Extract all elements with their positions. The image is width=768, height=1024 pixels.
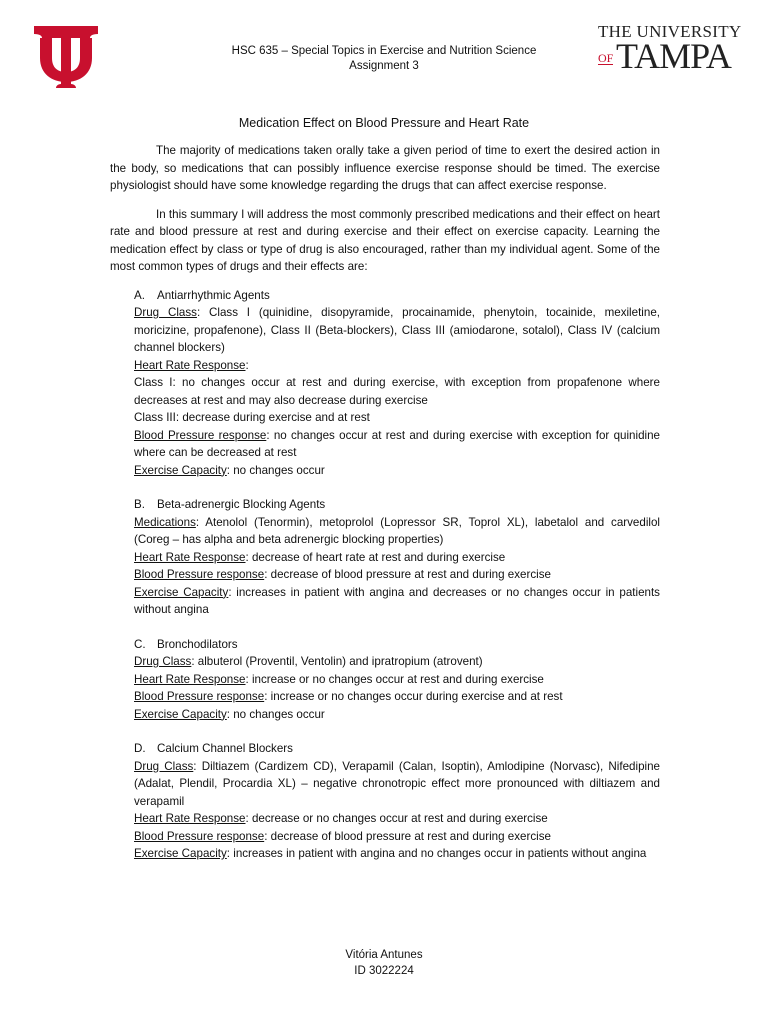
row-text: : Diltiazem (Cardizem CD), Verapamil (Calan, Isoptin), Amlodipine (Norvasc), Nifedipine (Adalat, Plendil, Procardia XL) – negative chronotropic effect more pronounced with diltiazem and verapamil — [134, 759, 660, 808]
row-text: : increases in patient with angina and decreases or no changes occur in patients without angina — [134, 585, 660, 616]
row-label: Drug Class — [134, 759, 194, 773]
section-antiarrhythmic — [134, 287, 660, 480]
student-id: ID 3022224 — [354, 965, 414, 977]
section-row — [134, 706, 660, 724]
row-text: : no changes occur at rest and during exercise with exception for quinidine where can be decreased at rest — [134, 428, 660, 459]
section-beta-blockers — [134, 496, 660, 619]
section-heading — [134, 287, 660, 305]
row-text: : increases in patient with angina and no changes occur in patients without angina — [226, 847, 647, 860]
row-label: Heart Rate Response — [134, 358, 246, 372]
row-text: : decrease of heart rate at rest and during exercise — [245, 550, 506, 564]
section-heading — [134, 496, 660, 514]
row-label: Drug Class — [134, 306, 197, 319]
section-title: Beta-adrenergic Blocking Agents — [157, 498, 326, 511]
row-text: : no changes occur — [226, 463, 325, 477]
section-heading — [134, 636, 660, 654]
section-row — [134, 304, 660, 357]
section-row — [134, 514, 660, 549]
row-text: : increase or no changes occur during exercise and at rest — [264, 690, 563, 703]
row-label: Blood Pressure response — [134, 428, 267, 442]
row-text: : Class I (quinidine, disopyramide, procainamide, phenytoin, tocainide, mexiletine, moricizine, propafenone), Class II (Beta-blockers), Class III (amiodarone, sotalol), Class IV (calcium channel blockers) — [134, 306, 660, 354]
row-text: : — [245, 358, 249, 372]
row-label: Heart Rate Response — [134, 672, 246, 686]
section-heading — [134, 740, 660, 758]
row-label: Exercise Capacity — [134, 707, 227, 721]
document-footer — [0, 947, 768, 979]
author-name: Vitória Antunes — [345, 949, 423, 961]
intro-paragraph-2: In this summary I will address the most commonly prescribed medications and their effect on heart rate and blood pressure at rest and during exercise and their effect on exercise capacity. Learning the medication effect by class or type of drug is also encouraged, rather than my individual agent. Some of the most common types of drugs and their effects are: — [110, 207, 660, 273]
section-title: Calcium Channel Blockers — [157, 742, 293, 755]
section-letter: C. — [134, 637, 146, 651]
row-text: : decrease of blood pressure at rest and during exercise — [264, 568, 551, 581]
row-label: Medications — [134, 515, 196, 529]
page-title: Medication Effect on Blood Pressure and Heart Rate — [238, 116, 530, 130]
row-text: : decrease of blood pressure at rest and during exercise — [264, 829, 551, 843]
section-title: Antiarrhythmic Agents — [157, 288, 270, 302]
section-row — [134, 758, 660, 811]
row-label: Blood Pressure response — [134, 690, 265, 703]
row-label: Blood Pressure response — [134, 829, 265, 843]
intro-paragraph-1: The majority of medications taken orally take a given period of time to exert the desired action in the body, so medications that can possibly influence exercise response should be timed. The exercise physiologist should have some knowledge regarding the drugs that can affect exercise response. — [110, 144, 660, 192]
section-letter: D. — [134, 742, 146, 755]
section-row — [134, 845, 660, 863]
row-label: Exercise Capacity — [134, 585, 229, 599]
section-bronchodilators — [134, 636, 660, 724]
row-text: : increase or no changes occur at rest and during exercise — [245, 672, 544, 686]
row-text: Class III: decrease during exercise and at rest — [134, 411, 370, 424]
logo-of: OF — [598, 51, 614, 65]
row-text: : decrease or no changes occur at rest and during exercise — [245, 812, 548, 825]
row-text: : albuterol (Proventil, Ventolin) and ipratropium (atrovent) — [191, 655, 483, 668]
row-label: Heart Rate Response — [134, 550, 246, 564]
section-row — [134, 671, 660, 689]
assignment-number: Assignment 3 — [349, 60, 419, 72]
document-body — [110, 142, 660, 880]
row-label: Heart Rate Response — [134, 812, 246, 825]
row-label: Exercise Capacity — [134, 847, 227, 860]
section-row — [134, 566, 660, 584]
section-letter: A. — [134, 288, 145, 302]
row-text: : Atenolol (Tenormin), metoprolol (Lopressor SR, Toprol XL), labetalol and carvedilol (Coreg – has alpha and beta adrenergic blocking properties) — [134, 515, 660, 546]
section-row — [134, 828, 660, 846]
section-row — [134, 584, 660, 619]
section-row — [134, 427, 660, 462]
row-label: Drug Class — [134, 655, 192, 668]
section-row — [134, 462, 660, 480]
section-row — [134, 409, 660, 427]
logo-tampa: TAMPA — [616, 36, 731, 76]
section-row — [134, 688, 660, 706]
course-title: HSC 635 – Special Topics in Exercise and Nutrition Science — [231, 45, 537, 57]
document-header — [0, 44, 768, 74]
section-letter: B. — [134, 498, 145, 511]
section-row — [134, 810, 660, 828]
section-calcium-channel-blockers — [134, 740, 660, 863]
row-label: Exercise Capacity — [134, 463, 227, 477]
section-row — [134, 549, 660, 567]
row-label: Blood Pressure response — [134, 568, 265, 581]
section-row — [134, 357, 660, 375]
logo-line-the-university: THE UNIVERSITY — [598, 22, 742, 41]
row-text: : no changes occur — [226, 707, 325, 721]
section-row — [134, 653, 660, 671]
section-title: Bronchodilators — [157, 637, 238, 651]
row-text: Class I: no changes occur at rest and during exercise, with exception from propafenone where decreases at rest and may also decrease during exercise — [134, 376, 660, 407]
section-row — [134, 374, 660, 409]
